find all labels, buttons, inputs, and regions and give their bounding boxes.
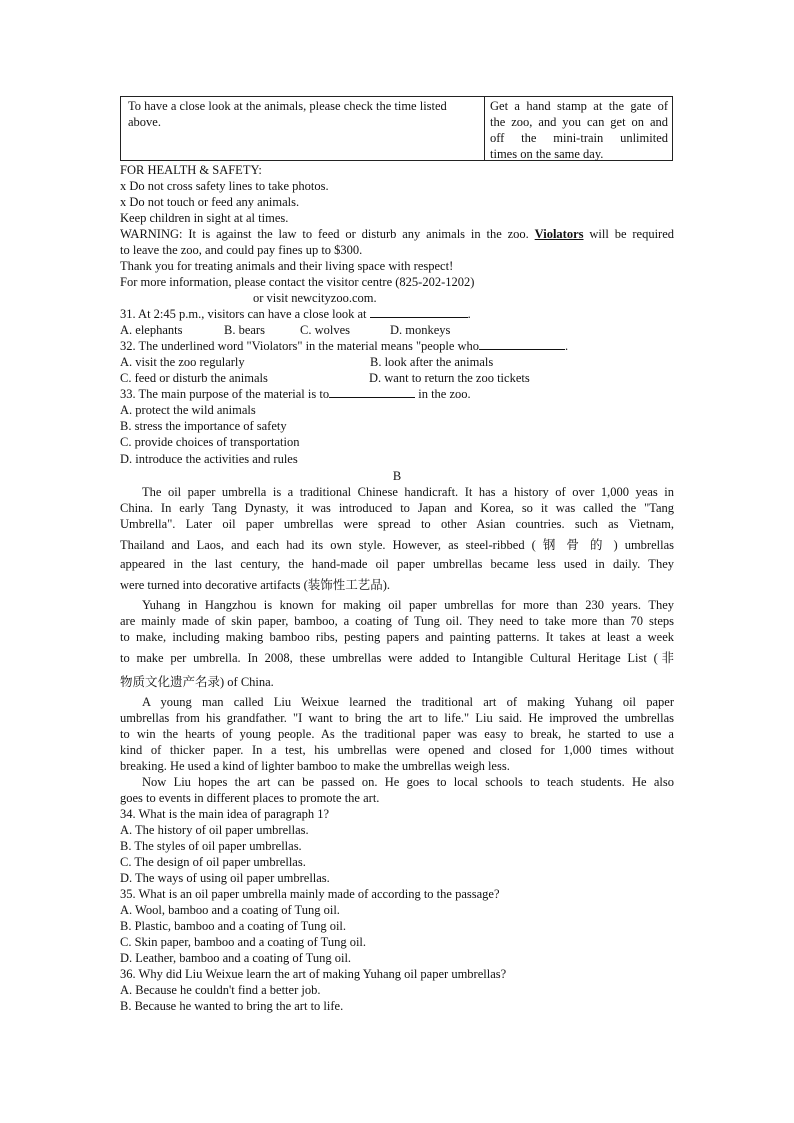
option: A. Because he couldn't find a better job. xyxy=(120,983,321,997)
passage-line: Yuhang in Hangzhou is known for making oil paper umbrellas for more than 230 years. They xyxy=(142,598,674,612)
warning-text: will be required xyxy=(583,227,674,241)
q32-options xyxy=(120,354,674,370)
contact-line-2: or visit newcityzoo.com. xyxy=(253,291,377,305)
cell-line: off the mini-train unlimited xyxy=(490,131,668,145)
passage-line: 物质文化遗产名录) of China. xyxy=(120,675,274,689)
option: C. feed or disturb the animals xyxy=(120,371,268,385)
option: B. Because he wanted to bring the art to life. xyxy=(120,999,344,1013)
table-divider xyxy=(484,97,485,160)
passage-line: The oil paper umbrella is a traditional Chinese handicraft. It has a history of over 1,000 yeas in xyxy=(142,485,674,499)
punct: in the zoo. xyxy=(415,387,471,401)
answer-blank xyxy=(370,306,468,318)
option: C. provide choices of transportation xyxy=(120,435,300,449)
passage-line: to make, including making bamboo ribs, pesting papers and painting patterns. It takes at least a week xyxy=(120,630,674,644)
question-stem: 33. The main purpose of the material is to xyxy=(120,387,330,401)
question-stem: 32. The underlined word "Violators" in the material means "people who xyxy=(120,339,480,353)
safety-heading: FOR HEALTH & SAFETY: xyxy=(120,163,262,177)
passage-line: Thailand and Laos, and each had its own style. However, as steel-ribbed ( 钢 骨 的 ) umbrellas xyxy=(120,538,674,552)
warning-line-2: to leave the zoo, and could pay fines up to $300. xyxy=(120,243,363,257)
warning-line xyxy=(120,226,674,242)
question-31 xyxy=(120,306,674,322)
safety-rule: Keep children in sight at al times. xyxy=(120,211,289,225)
option: B. look after the animals xyxy=(370,355,494,369)
option: C. wolves xyxy=(300,323,350,337)
question-32 xyxy=(120,338,674,354)
cell-line: times on the same day. xyxy=(490,147,604,161)
cell-line: above. xyxy=(128,115,161,129)
punct: . xyxy=(467,307,471,321)
option: B. stress the importance of safety xyxy=(120,419,287,433)
answer-blank xyxy=(479,338,565,350)
question-33 xyxy=(120,386,674,402)
passage-line: A young man called Liu Weixue learned the traditional art of making Yuhang oil paper xyxy=(142,695,674,709)
passage-line: to win the hearts of young people. As the traditional paper was easy to break, he started to use a xyxy=(120,727,674,741)
option: A. protect the wild animals xyxy=(120,403,256,417)
question-35: 35. What is an oil paper umbrella mainly made of according to the passage? xyxy=(120,887,500,901)
passage-line: were turned into decorative artifacts (装饰性工艺品). xyxy=(120,578,391,592)
option: D. monkeys xyxy=(390,323,451,337)
option: D. The ways of using oil paper umbrellas. xyxy=(120,871,330,885)
option: C. Skin paper, bamboo and a coating of Tung oil. xyxy=(120,935,367,949)
question-36: 36. Why did Liu Weixue learn the art of making Yuhang oil paper umbrellas? xyxy=(120,967,507,981)
section-b-heading: B xyxy=(392,469,402,483)
safety-rule: x Do not touch or feed any animals. xyxy=(120,195,300,209)
option: D. introduce the activities and rules xyxy=(120,452,298,466)
answer-blank xyxy=(329,386,415,398)
info-table xyxy=(120,96,673,161)
option: D. want to return the zoo tickets xyxy=(369,371,530,385)
passage-line: Umbrella". Later oil paper umbrellas were spread to other Asian countries. such as Vietnam, xyxy=(120,517,674,531)
cell-line: the zoo, and you can get on and xyxy=(490,115,668,129)
passage-line: umbrellas from his grandfather. "I want to bring the art to life." Liu said. He improved the umbrellas xyxy=(120,711,674,725)
thanks-line: Thank you for treating animals and their living space with respect! xyxy=(120,259,454,273)
cell-line: To have a close look at the animals, please check the time listed xyxy=(128,99,447,113)
option: A. elephants xyxy=(120,323,183,337)
passage-line: appeared in the last century, the hand-made oil paper umbrellas became less used in daily. They xyxy=(120,557,674,571)
option: B. The styles of oil paper umbrellas. xyxy=(120,839,302,853)
option: A. Wool, bamboo and a coating of Tung oil. xyxy=(120,903,340,917)
passage-line: kind of thicker paper. In a test, his umbrellas were opened and closed for 1,000 times without xyxy=(120,743,674,757)
punct: . xyxy=(565,339,569,353)
option: A. The history of oil paper umbrellas. xyxy=(120,823,309,837)
passage-line: China. In early Tang Dynasty, it was introduced to Japan and Korea, so it was called the "Tang xyxy=(120,501,674,515)
option: B. bears xyxy=(224,323,265,337)
q32-options xyxy=(120,370,674,386)
table-cell-left xyxy=(128,98,478,130)
q31-options xyxy=(120,322,674,338)
option: A. visit the zoo regularly xyxy=(120,355,245,369)
passage-line: breaking. He used a kind of lighter bamboo to make the umbrellas weigh less. xyxy=(120,759,510,773)
question-stem: 31. At 2:45 p.m., visitors can have a close look at xyxy=(120,307,370,321)
question-34: 34. What is the main idea of paragraph 1? xyxy=(120,807,330,821)
table-cell-right xyxy=(490,98,668,162)
violators-underlined: Violators xyxy=(534,227,584,241)
option: C. The design of oil paper umbrellas. xyxy=(120,855,306,869)
option: D. Leather, bamboo and a coating of Tung oil. xyxy=(120,951,352,965)
contact-line: For more information, please contact the visitor centre (825-202-1202) xyxy=(120,275,475,289)
safety-rule: x Do not cross safety lines to take photos. xyxy=(120,179,329,193)
passage-line: Now Liu hopes the art can be passed on. He goes to local schools to teach students. He also xyxy=(142,775,674,789)
warning-text: WARNING: It is against the law to feed or disturb any animals in the zoo. xyxy=(120,227,535,241)
passage-line: are mainly made of skin paper, bamboo, a coating of Tung oil. They need to take more than 70 steps xyxy=(120,614,674,628)
passage-line: goes to events in different places to promote the art. xyxy=(120,791,380,805)
cell-line: Get a hand stamp at the gate of xyxy=(490,99,668,113)
passage-line: to make per umbrella. In 2008, these umbrellas were added to Intangible Cultural Heritage List (非 xyxy=(120,651,674,665)
option: B. Plastic, bamboo and a coating of Tung oil. xyxy=(120,919,347,933)
